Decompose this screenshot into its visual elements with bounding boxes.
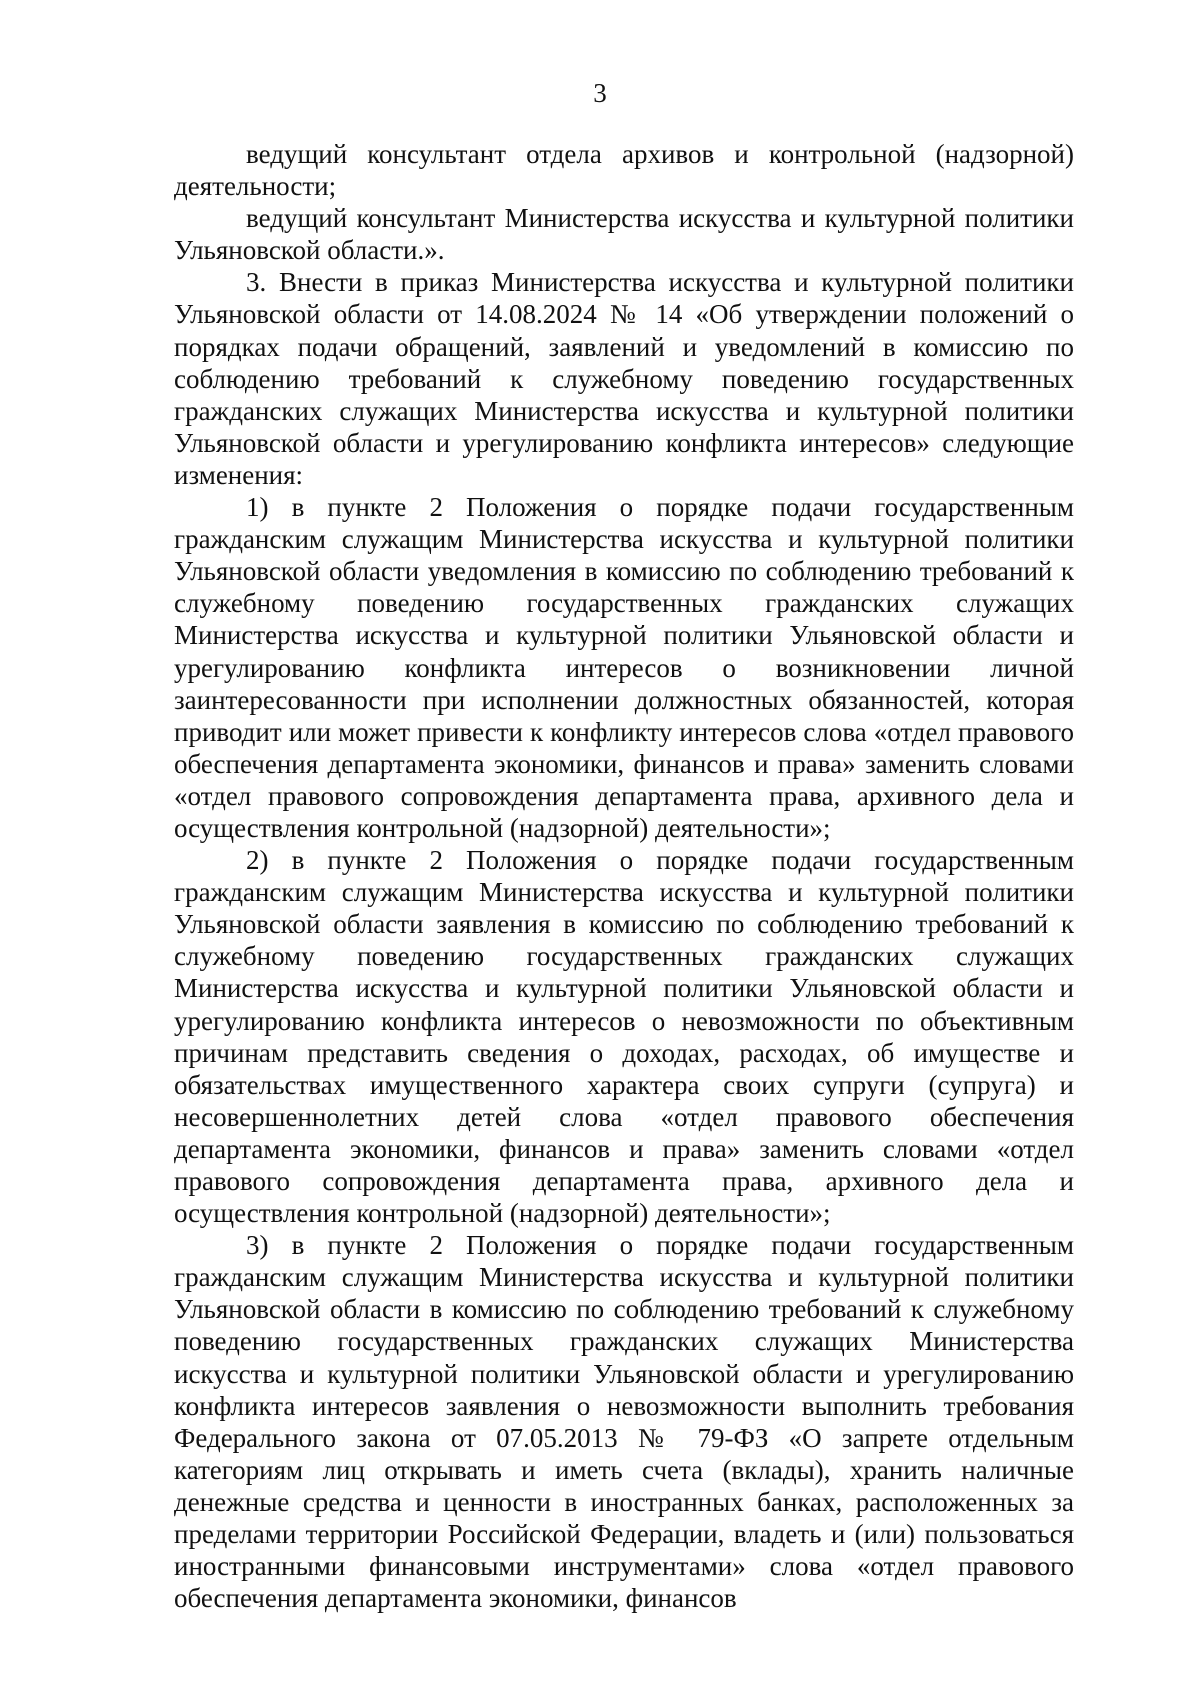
document-body <box>174 138 1074 1614</box>
paragraph-subitem-3: 3) в пункте 2 Положения о порядке подачи государственным гражданским служащим Министерства искусства и культурной политики Ульяновской области в комиссию по соблюдению требований к служебному поведению государственных гражданских служащих Министерства искусства и культурной политики Ульяновской области и урегулированию конфликта интересов заявления о невозможности выполнить требования Федерального закона от 07.05.2013 № 79-ФЗ «О запрете отдельным категориям лиц открывать и иметь счета (вклады), хранить наличные денежные средства и ценности в иностранных банках, расположенных за пределами территории Российской Федерации, владеть и (или) пользоваться иностранными финансовыми инструментами» слова «отдел правового обеспечения департамента экономики, финансов <box>174 1230 1074 1614</box>
paragraph-consultant-archives: ведущий консультант отдела архивов и контрольной (надзорной) деятельности; <box>174 139 1074 202</box>
paragraph-consultant-ministry: ведущий консультант Министерства искусства и культурной политики Ульяновской области.». <box>174 203 1074 266</box>
page-number: 3 <box>593 78 607 108</box>
paragraph-item-3: 3. Внести в приказ Министерства искусства и культурной политики Ульяновской области от 14.08.2024 № 14 «Об утверждении положений о порядках подачи обращений, заявлений и уведомлений в комиссию по соблюдению требований к служебному поведению государственных гражданских служащих Министерства искусства и культурной политики Ульяновской области и урегулированию конфликта интересов» следующие изменения: <box>174 267 1074 490</box>
paragraph-subitem-2: 2) в пункте 2 Положения о порядке подачи государственным гражданским служащим Министерства искусства и культурной политики Ульяновской области заявления в комиссию по соблюдению требований к служебному поведению государственных гражданских служащих Министерства искусства и культурной политики Ульяновской области и урегулированию конфликта интересов о невозможности по объективным причинам представить сведения о доходах, расходах, об имуществе и обязательствах имущественного характера своих супруги (супруга) и несовершеннолетних детей слова «отдел правового обеспечения департамента экономики, финансов и права» заменить словами «отдел правового сопровождения департамента права, архивного дела и осуществления контрольной (надзорной) деятельности»; <box>174 845 1074 1229</box>
paragraph-subitem-1: 1) в пункте 2 Положения о порядке подачи государственным гражданским служащим Министерства искусства и культурной политики Ульяновской области уведомления в комиссию по соблюдению требований к служебному поведению государственных гражданских служащих Министерства искусства и культурной политики Ульяновской области и урегулированию конфликта интересов о возникновении личной заинтересованности при исполнении должностных обязанностей, которая приводит или может привести к конфликту интересов слова «отдел правового обеспечения департамента экономики, финансов и права» заменить словами «отдел правового сопровождения департамента права, архивного дела и осуществления контрольной (надзорной) деятельности»; <box>174 492 1074 843</box>
